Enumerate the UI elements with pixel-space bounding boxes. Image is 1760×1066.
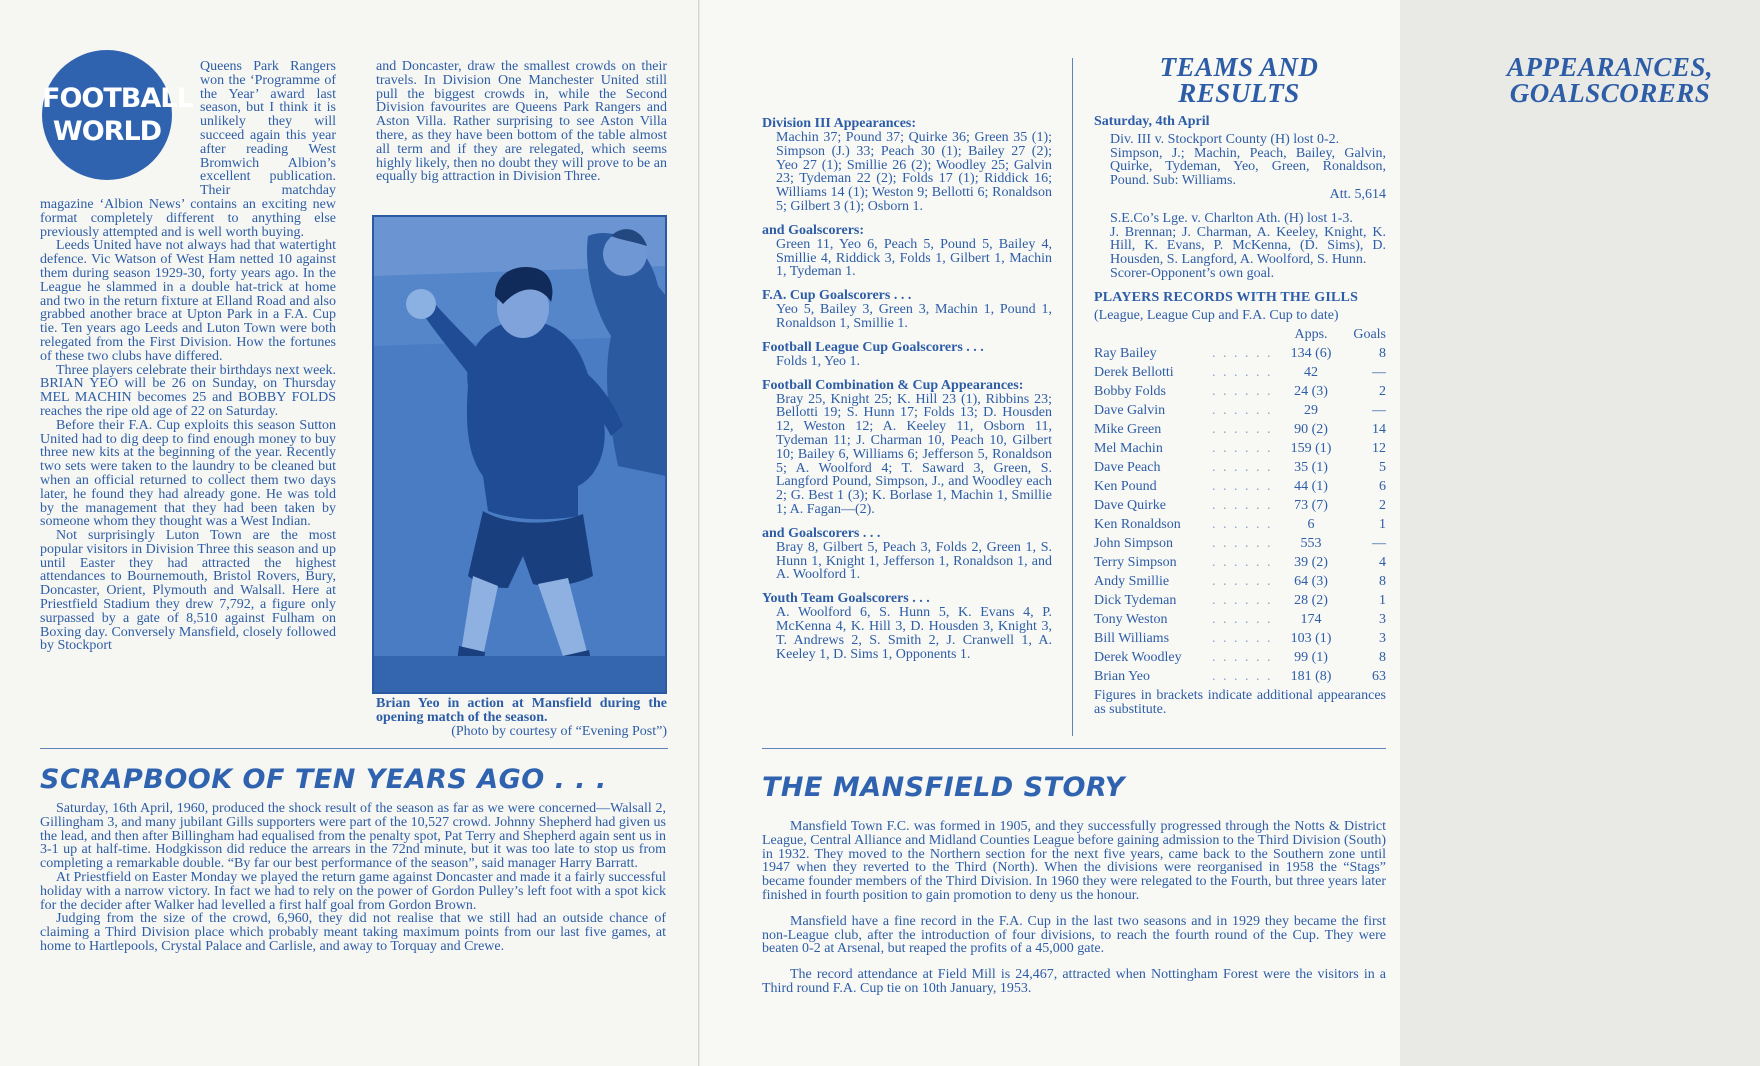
table-row: Brian Yeo . . . . . . 181 (8) 63	[1094, 668, 1386, 684]
appearances-title	[1460, 54, 1760, 106]
appearances-column	[762, 117, 1052, 671]
table-row: Ray Bailey . . . . . . 134 (6) 8	[1094, 345, 1386, 361]
table-row: Dave Galvin . . . . . . 29 —	[1094, 402, 1386, 418]
scrapbook-paragraph: At Priestfield on Easter Monday we played the return game against Doncaster and made it a fairly successful holiday with a narrow victory. In fact we had to rely on the power of Gordon Pulley’s left foot with a spot kick for the decider after Walker had levelled a first half goal from Gordon Brown.	[40, 869, 666, 913]
fw-paragraph: Leeds United have not always had that watertight defence. Vic Watson of West Ham netted 10 against them during season 1929-30, forty years ago. In the League he slammed in a double hat-trick at home and two in the return fixture at Elland Road and also grabbed another brace at Upton Park in a F.A. Cup tie. Ten years ago Leeds and Luton Town were both relegated from the First Division. How the fortunes of these two clubs have differed.	[40, 238, 336, 364]
appearances-title-line-1: APPEARANCES,	[1506, 52, 1714, 82]
mansfield-title: THE MANSFIELD STORY	[762, 772, 1125, 803]
teams-results-title	[1094, 54, 1384, 106]
section-text: Bray 8, Gilbert 5, Peach 3, Folds 2, Green 1, S. Hunn 1, Knight 1, Jefferson 1, Ronaldson 1, and A. Woolford 1.	[776, 539, 1052, 583]
section-text: A. Woolford 6, S. Hunn 5, K. Evans 4, P. McKenna 4, K. Hill 3, D. Housden 3, Knight 3, T. Andrews 2, S. Smith 2, J. Cranwell 1, A. Keeley 1, D. Sims 1, Opponents 1.	[776, 605, 1052, 662]
badge-line-2: WORLD	[52, 116, 162, 147]
mansfield-paragraph: Mansfield Town F.C. was formed in 1905, and they successfully progressed through the Notts & District League, Central Alliance and Midland Counties League before gaining admission to the Third Division (South) in 1932. They moved to the Northern section for the next five years, came back to the Southern zone until 1947 when they reverted to the Third (North). When the divisions were reorganised in 1958 the “Stags” became founder members of the Third Division. In 1960 they were relegated to the Fourth, but three years later finished in fourth position to gain promotion to deny us the honour.	[762, 819, 1386, 903]
table-row: Ken Ronaldson . . . . . . 6 1	[1094, 516, 1386, 532]
stats-section	[762, 527, 1052, 582]
table-row: Dave Peach . . . . . . 35 (1) 5	[1094, 459, 1386, 475]
goals-header: Goals	[1353, 326, 1386, 342]
scrapbook-paragraph: Saturday, 16th April, 1960, produced the shock result of the season as far as we were concerned—Walsall 2, Gillingham 3, and many jubilant Gills supporters were part of the 10,527 crowd. Johnny Shepherd had given us the lead, and then after Billingham had equalised from the penalty spot, Pat Terry and Shepherd again sent us in 3-1 up at half-time. Hodgkisson did reduce the arrears in the 72nd minute, but it was too late to stop us from completing a remarkable double. “By far our best performance of the season”, said manager Harry Barratt.	[40, 801, 666, 872]
table-row: Dave Quirke . . . . . . 73 (7) 2	[1094, 497, 1386, 513]
section-text: Folds 1, Yeo 1.	[776, 353, 861, 369]
fw-paragraph: Three players celebrate their birthdays next week. BRIAN YEO will be 26 on Sunday, on Thursday MEL MACHIN becomes 25 and BOBBY FOLDS reaches the ripe old age of 22 on Saturday.	[40, 362, 336, 419]
football-world-continued	[376, 60, 667, 184]
mansfield-paragraph: Mansfield have a fine record in the F.A. Cup in the last two seasons and in 1929 they became the first non-League club, after the introduction of four divisions, to reach the fourth round of the Cup. They were beaten 0-2 at Arsenal, but reaped the profits of a 45,000 gate.	[762, 913, 1386, 957]
stats-section	[762, 341, 1052, 369]
table-row: John Simpson . . . . . . 553 —	[1094, 535, 1386, 551]
match-scorer: Scorer-Opponent’s own goal.	[1110, 265, 1275, 281]
section-text: Yeo 5, Bailey 3, Green 3, Machin 1, Pound 1, Ronaldson 1, Smillie 1.	[776, 302, 1052, 331]
records-subtitle: (League, League Cup and F.A. Cup to date)	[1094, 307, 1339, 323]
table-header-row	[1094, 325, 1386, 344]
stats-section	[762, 289, 1052, 331]
scrapbook-title: SCRAPBOOK OF TEN YEARS AGO . . .	[40, 764, 607, 795]
mansfield-body	[762, 820, 1386, 1008]
player-records-table	[1094, 325, 1386, 686]
match-header: S.E.Co’s Lge. v. Charlton Ath. (H) lost 1-3.	[1110, 210, 1353, 226]
divider	[762, 748, 1386, 749]
stats-section	[762, 592, 1052, 661]
table-row: Bobby Folds . . . . . . 24 (3) 2	[1094, 383, 1386, 399]
match-date: Saturday, 4th April	[1094, 114, 1210, 129]
scrapbook-body	[40, 802, 666, 954]
match-report	[1110, 133, 1386, 202]
section-text: Bray 25, Knight 25; K. Hill 23 (1), Ribbins 23; Bellotti 19; S. Hunn 17; Folds 13; D. Housden 12, Weston 12; A. Keeley 11, Osborn 11, Tydeman 11; J. Charman 10, Peach 10, Gilbert 10; Bailey 6, Williams 6; Jefferson 5, Ronaldson 5; A. Woolford 4; T. Saward 3, Green, S. Langford Pound, Simpson, J., and Woodley each 2; G. Best 1 (3); K. Borlase 1, Machin 1, Smillie 1; A. Fagan—(2).	[776, 391, 1052, 517]
table-row: Bill Williams . . . . . . 103 (1) 3	[1094, 630, 1386, 646]
table-row: Mel Machin . . . . . . 159 (1) 12	[1094, 440, 1386, 456]
teams-title-line-1: TEAMS AND	[1159, 52, 1319, 82]
brian-yeo-photo	[373, 216, 666, 693]
match-lineup: J. Brennan; J. Charman, A. Keeley, Knight, K. Hill, K. Evans, P. McKenna, (D. Sims), D. Housden, S. Langford, A. Woolford, S. Hunn.	[1110, 224, 1386, 268]
section-heading: F.A. Cup Goalscorers . . .	[762, 288, 912, 304]
mansfield-paragraph: The record attendance at Field Mill is 24,467, attracted when Nottingham Forest were the visitors in a Third round F.A. Cup tie on 10th January, 1953.	[762, 967, 1386, 996]
table-row: Andy Smillie . . . . . . 64 (3) 8	[1094, 573, 1386, 589]
apps-header: Apps.	[1294, 326, 1328, 342]
table-row: Terry Simpson . . . . . . 39 (2) 4	[1094, 554, 1386, 570]
left-page	[0, 0, 700, 1066]
match-lineup: Simpson, J.; Machin, Peach, Bailey, Galvin, Quirke, Tydeman, Yeo, Green, Ronaldson, Pound. Sub: Williams.	[1110, 145, 1386, 189]
teams-title-line-2: RESULTS	[1178, 78, 1300, 108]
football-world-column	[40, 60, 336, 653]
divider	[40, 748, 668, 749]
table-row: Derek Woodley . . . . . . 99 (1) 8	[1094, 649, 1386, 665]
match-report	[1110, 212, 1386, 281]
table-row: Mike Green . . . . . . 90 (2) 14	[1094, 421, 1386, 437]
table-row: Tony Weston . . . . . . 174 3	[1094, 611, 1386, 627]
fw-continued-paragraph: and Doncaster, draw the smallest crowds on their travels. In Division One Manchester United still pull the biggest crowds in, while the Second Division favourites are Queens Park Rangers and Aston Villa. Rather surprising to see Aston Villa there, as they have been bottom of the table almost all term and if they are relegated, which seems highly likely, then no doubt they will prove to be an equally big attraction in Division Three.	[376, 59, 667, 185]
caption-credit: (Photo by courtesy of “Evening Post”)	[451, 724, 667, 739]
table-row: Dick Tydeman . . . . . . 28 (2) 1	[1094, 592, 1386, 608]
records-note: Figures in brackets indicate additional appearances as substitute.	[1094, 688, 1386, 718]
badge-line-1: FOOTBALL	[42, 83, 193, 114]
table-row: Derek Bellotti . . . . . . 42 —	[1094, 364, 1386, 380]
caption-bold: Brian Yeo in action at Mansfield during the opening match of the season.	[376, 696, 667, 725]
match-header: Div. III v. Stockport County (H) lost 0-2.	[1110, 131, 1340, 147]
section-heading: and Goalscorers:	[762, 222, 865, 238]
table-row: Ken Pound . . . . . . 44 (1) 6	[1094, 478, 1386, 494]
appearances-title-line-2: GOALSCORERS	[1509, 78, 1711, 108]
stats-section	[762, 117, 1052, 214]
section-heading: Football League Cup Goalscorers . . .	[762, 339, 984, 355]
match-attendance: Att. 5,614	[1329, 186, 1386, 202]
section-heading: Division III Appearances:	[762, 116, 917, 131]
fw-paragraph: Not surprisingly Luton Town are the most popular visitors in Division Three this season and up until Easter they had attracted the highest attendances to Bournemouth, Bristol Rovers, Bury, Doncaster, Orient, Plymouth and Walsall. Here at Priestfield Stadium they drew 7,792, a figure only surpassed by a gate of 8,510 against Fulham on Boxing day. Conversely Mansfield, closely followed by Stockport	[40, 528, 336, 654]
section-text: Green 11, Yeo 6, Peach 5, Pound 5, Bailey 4, Smillie 4, Riddick 3, Folds 1, Gilbert 1, Machin 1, Tydeman 1.	[776, 236, 1052, 280]
fw-paragraph: Queens Park Rangers won the ‘Programme of the Year’ award last season, but I think it is unlikely they will succeed again this year after reading West Bromwich Albion’s excellent publication. Their matchday magazine ‘Albion News’ contains an exciting new format completely different to anything else previously attempted and is well worth buying.	[40, 59, 336, 240]
column-divider	[1072, 58, 1073, 736]
photo-caption	[376, 697, 667, 739]
section-heading: Youth Team Goalscorers . . .	[762, 591, 930, 607]
section-heading: and Goalscorers . . .	[762, 525, 881, 541]
fw-paragraph: Before their F.A. Cup exploits this season Sutton United had to dig deep to find enough money to buy three new kits at the beginning of the year. Recently two sets were taken to the laundry to be cleaned but when an official returned to collect them two days later, he found they had already gone. He was told by the management that they had been taken by someone whom they thought was a West Indian.	[40, 417, 336, 530]
scrapbook-paragraph: Judging from the size of the crowd, 6,960, they did not realise that we still had an outside chance of claiming a Third Division place which probably meant taking maximum points from our last five games, at home to Hartlepools, Crystal Palace and Carlisle, and away to Torquay and Crewe.	[40, 911, 666, 954]
stats-section	[762, 224, 1052, 279]
stats-section	[762, 379, 1052, 517]
section-heading: Football Combination & Cup Appearances:	[762, 377, 1024, 393]
records-title: PLAYERS RECORDS WITH THE GILLS	[1094, 289, 1359, 305]
section-text: Machin 37; Pound 37; Quirke 36; Green 35 (1); Simpson (J.) 33; Peach 30 (1); Bailey 27 (2); Yeo 27 (1); Smillie 26 (2); Woodley 25; Galvin 23; Tydeman 22 (2); Folds 17 (1); Riddick 16; Williams 14 (1); Weston 9; Bellotti 6; Ronaldson 5; Gilbert 3 (1); Osborn 1.	[776, 130, 1052, 214]
teams-column	[1094, 115, 1386, 717]
